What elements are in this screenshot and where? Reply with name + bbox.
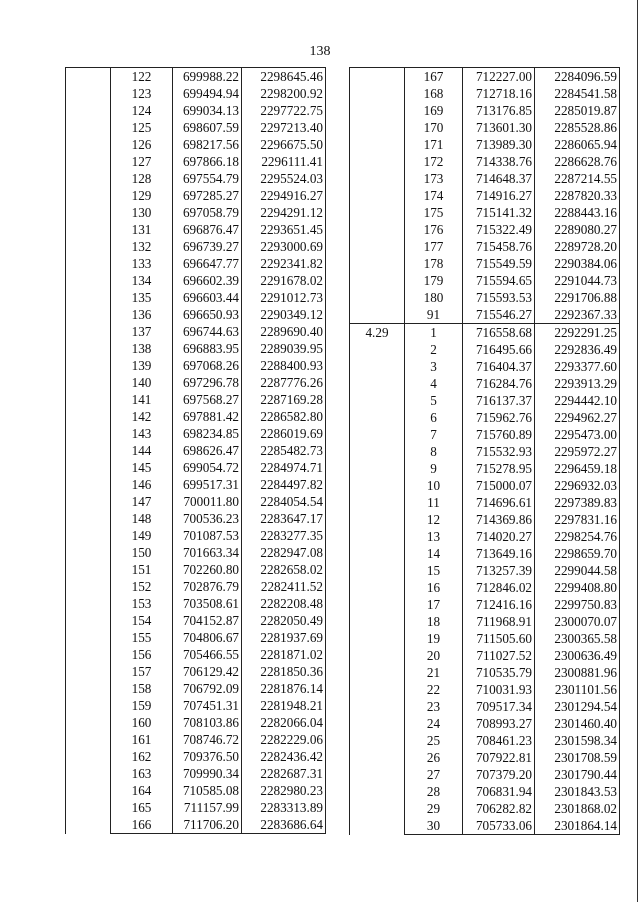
x-coordinate: 711157.99 xyxy=(173,799,242,816)
point-number: 172 xyxy=(405,153,463,170)
y-coordinate: 2283647.17 xyxy=(242,510,326,527)
page-edge-line xyxy=(637,0,638,902)
x-coordinate: 708461.23 xyxy=(463,732,535,749)
point-number: 167 xyxy=(405,68,463,86)
y-coordinate: 2293000.69 xyxy=(242,238,326,255)
y-coordinate: 2282687.31 xyxy=(242,765,326,782)
x-coordinate: 713649.16 xyxy=(463,545,535,562)
point-number: 13 xyxy=(405,528,463,545)
point-number: 123 xyxy=(111,85,173,102)
table-row xyxy=(350,68,620,86)
point-number: 1 xyxy=(405,324,463,342)
y-coordinate: 2301460.40 xyxy=(535,715,620,732)
point-number: 173 xyxy=(405,170,463,187)
y-coordinate: 2301790.44 xyxy=(535,766,620,783)
y-coordinate: 2282229.06 xyxy=(242,731,326,748)
point-number: 174 xyxy=(405,187,463,204)
point-number: 9 xyxy=(405,460,463,477)
point-number: 134 xyxy=(111,272,173,289)
y-coordinate: 2284541.58 xyxy=(535,85,620,102)
x-coordinate: 707451.31 xyxy=(173,697,242,714)
point-number: 141 xyxy=(111,391,173,408)
x-coordinate: 711706.20 xyxy=(173,816,242,834)
point-number: 18 xyxy=(405,613,463,630)
y-coordinate: 2287820.33 xyxy=(535,187,620,204)
y-coordinate: 2301294.54 xyxy=(535,698,620,715)
point-number: 10 xyxy=(405,477,463,494)
point-number: 142 xyxy=(111,408,173,425)
point-number: 159 xyxy=(111,697,173,714)
x-coordinate: 712227.00 xyxy=(463,68,535,86)
x-coordinate: 703508.61 xyxy=(173,595,242,612)
coordinate-table-right xyxy=(349,67,620,835)
y-coordinate: 2281876.14 xyxy=(242,680,326,697)
point-number: 147 xyxy=(111,493,173,510)
x-coordinate: 699054.72 xyxy=(173,459,242,476)
y-coordinate: 2286065.94 xyxy=(535,136,620,153)
x-coordinate: 713176.85 xyxy=(463,102,535,119)
x-coordinate: 698234.85 xyxy=(173,425,242,442)
y-coordinate: 2286019.69 xyxy=(242,425,326,442)
x-coordinate: 697866.18 xyxy=(173,153,242,170)
x-coordinate: 708746.72 xyxy=(173,731,242,748)
point-number: 126 xyxy=(111,136,173,153)
point-number: 122 xyxy=(111,68,173,86)
point-number: 178 xyxy=(405,255,463,272)
point-number: 124 xyxy=(111,102,173,119)
y-coordinate: 2296932.03 xyxy=(535,477,620,494)
point-number: 140 xyxy=(111,374,173,391)
x-coordinate: 696602.39 xyxy=(173,272,242,289)
x-coordinate: 697568.27 xyxy=(173,391,242,408)
table-row xyxy=(350,324,620,342)
point-number: 155 xyxy=(111,629,173,646)
x-coordinate: 715962.76 xyxy=(463,409,535,426)
x-coordinate: 698607.59 xyxy=(173,119,242,136)
point-number: 16 xyxy=(405,579,463,596)
point-number: 28 xyxy=(405,783,463,800)
point-number: 168 xyxy=(405,85,463,102)
point-number: 133 xyxy=(111,255,173,272)
x-coordinate: 714648.37 xyxy=(463,170,535,187)
y-coordinate: 2301708.59 xyxy=(535,749,620,766)
x-coordinate: 707922.81 xyxy=(463,749,535,766)
point-number: 91 xyxy=(405,306,463,324)
y-coordinate: 2297389.83 xyxy=(535,494,620,511)
point-number: 132 xyxy=(111,238,173,255)
point-number: 154 xyxy=(111,612,173,629)
point-number: 3 xyxy=(405,358,463,375)
x-coordinate: 715458.76 xyxy=(463,238,535,255)
x-coordinate: 714020.27 xyxy=(463,528,535,545)
point-number: 17 xyxy=(405,596,463,613)
point-number: 144 xyxy=(111,442,173,459)
y-coordinate: 2285528.86 xyxy=(535,119,620,136)
x-coordinate: 712416.16 xyxy=(463,596,535,613)
y-coordinate: 2284974.71 xyxy=(242,459,326,476)
y-coordinate: 2282066.04 xyxy=(242,714,326,731)
y-coordinate: 2288443.16 xyxy=(535,204,620,221)
x-coordinate: 705733.06 xyxy=(463,817,535,835)
y-coordinate: 2301598.34 xyxy=(535,732,620,749)
point-number: 145 xyxy=(111,459,173,476)
x-coordinate: 708993.27 xyxy=(463,715,535,732)
group-label xyxy=(66,68,111,834)
point-number: 20 xyxy=(405,647,463,664)
y-coordinate: 2299408.80 xyxy=(535,579,620,596)
x-coordinate: 706831.94 xyxy=(463,783,535,800)
group-label: 4.29 xyxy=(350,324,405,835)
point-number: 14 xyxy=(405,545,463,562)
point-number: 162 xyxy=(111,748,173,765)
y-coordinate: 2286628.76 xyxy=(535,153,620,170)
x-coordinate: 699517.31 xyxy=(173,476,242,493)
x-coordinate: 714369.86 xyxy=(463,511,535,528)
y-coordinate: 2282980.23 xyxy=(242,782,326,799)
x-coordinate: 696744.63 xyxy=(173,323,242,340)
point-number: 127 xyxy=(111,153,173,170)
y-coordinate: 2295524.03 xyxy=(242,170,326,187)
point-number: 157 xyxy=(111,663,173,680)
y-coordinate: 2301868.02 xyxy=(535,800,620,817)
x-coordinate: 709376.50 xyxy=(173,748,242,765)
x-coordinate: 715546.27 xyxy=(463,306,535,324)
y-coordinate: 2284497.82 xyxy=(242,476,326,493)
x-coordinate: 705466.55 xyxy=(173,646,242,663)
y-coordinate: 2297213.40 xyxy=(242,119,326,136)
point-number: 11 xyxy=(405,494,463,511)
y-coordinate: 2301843.53 xyxy=(535,783,620,800)
y-coordinate: 2281937.69 xyxy=(242,629,326,646)
y-coordinate: 2288400.93 xyxy=(242,357,326,374)
y-coordinate: 2298645.46 xyxy=(242,68,326,86)
y-coordinate: 2284054.54 xyxy=(242,493,326,510)
y-coordinate: 2292836.49 xyxy=(535,341,620,358)
point-number: 153 xyxy=(111,595,173,612)
point-number: 130 xyxy=(111,204,173,221)
x-coordinate: 713989.30 xyxy=(463,136,535,153)
point-number: 4 xyxy=(405,375,463,392)
coordinate-table-left xyxy=(65,67,326,834)
table-row xyxy=(66,68,326,86)
point-number: 15 xyxy=(405,562,463,579)
x-coordinate: 699988.22 xyxy=(173,68,242,86)
point-number: 150 xyxy=(111,544,173,561)
point-number: 21 xyxy=(405,664,463,681)
point-number: 166 xyxy=(111,816,173,834)
point-number: 131 xyxy=(111,221,173,238)
y-coordinate: 2287169.28 xyxy=(242,391,326,408)
y-coordinate: 2282658.02 xyxy=(242,561,326,578)
x-coordinate: 716495.66 xyxy=(463,341,535,358)
page-number: 138 xyxy=(309,44,331,59)
y-coordinate: 2293377.60 xyxy=(535,358,620,375)
x-coordinate: 713601.30 xyxy=(463,119,535,136)
x-coordinate: 697554.79 xyxy=(173,170,242,187)
y-coordinate: 2295972.27 xyxy=(535,443,620,460)
y-coordinate: 2282208.48 xyxy=(242,595,326,612)
point-number: 24 xyxy=(405,715,463,732)
y-coordinate: 2294962.27 xyxy=(535,409,620,426)
y-coordinate: 2286582.80 xyxy=(242,408,326,425)
point-number: 163 xyxy=(111,765,173,782)
x-coordinate: 696876.47 xyxy=(173,221,242,238)
x-coordinate: 696603.44 xyxy=(173,289,242,306)
x-coordinate: 696739.27 xyxy=(173,238,242,255)
point-number: 25 xyxy=(405,732,463,749)
point-number: 26 xyxy=(405,749,463,766)
point-number: 149 xyxy=(111,527,173,544)
y-coordinate: 2296111.41 xyxy=(242,153,326,170)
point-number: 177 xyxy=(405,238,463,255)
x-coordinate: 710535.79 xyxy=(463,664,535,681)
y-coordinate: 2300070.07 xyxy=(535,613,620,630)
y-coordinate: 2292291.25 xyxy=(535,324,620,342)
y-coordinate: 2300636.49 xyxy=(535,647,620,664)
y-coordinate: 2293651.45 xyxy=(242,221,326,238)
x-coordinate: 715549.59 xyxy=(463,255,535,272)
point-number: 6 xyxy=(405,409,463,426)
x-coordinate: 696650.93 xyxy=(173,306,242,323)
x-coordinate: 710585.08 xyxy=(173,782,242,799)
x-coordinate: 697285.27 xyxy=(173,187,242,204)
y-coordinate: 2285482.73 xyxy=(242,442,326,459)
point-number: 156 xyxy=(111,646,173,663)
y-coordinate: 2292367.33 xyxy=(535,306,620,324)
x-coordinate: 707379.20 xyxy=(463,766,535,783)
point-number: 170 xyxy=(405,119,463,136)
x-coordinate: 710031.93 xyxy=(463,681,535,698)
y-coordinate: 2282050.49 xyxy=(242,612,326,629)
point-number: 8 xyxy=(405,443,463,460)
y-coordinate: 2296459.18 xyxy=(535,460,620,477)
x-coordinate: 712718.16 xyxy=(463,85,535,102)
x-coordinate: 701663.34 xyxy=(173,544,242,561)
point-number: 148 xyxy=(111,510,173,527)
y-coordinate: 2281948.21 xyxy=(242,697,326,714)
point-number: 139 xyxy=(111,357,173,374)
x-coordinate: 716284.76 xyxy=(463,375,535,392)
point-number: 7 xyxy=(405,426,463,443)
point-number: 125 xyxy=(111,119,173,136)
y-coordinate: 2281871.02 xyxy=(242,646,326,663)
y-coordinate: 2283277.35 xyxy=(242,527,326,544)
x-coordinate: 697058.79 xyxy=(173,204,242,221)
point-number: 143 xyxy=(111,425,173,442)
y-coordinate: 2291012.73 xyxy=(242,289,326,306)
x-coordinate: 697296.78 xyxy=(173,374,242,391)
y-coordinate: 2283686.64 xyxy=(242,816,326,834)
point-number: 180 xyxy=(405,289,463,306)
point-number: 2 xyxy=(405,341,463,358)
x-coordinate: 716558.68 xyxy=(463,324,535,342)
point-number: 22 xyxy=(405,681,463,698)
x-coordinate: 715760.89 xyxy=(463,426,535,443)
point-number: 135 xyxy=(111,289,173,306)
x-coordinate: 696883.95 xyxy=(173,340,242,357)
y-coordinate: 2287776.26 xyxy=(242,374,326,391)
y-coordinate: 2289039.95 xyxy=(242,340,326,357)
x-coordinate: 714916.27 xyxy=(463,187,535,204)
x-coordinate: 714696.61 xyxy=(463,494,535,511)
y-coordinate: 2300365.58 xyxy=(535,630,620,647)
point-number: 158 xyxy=(111,680,173,697)
y-coordinate: 2301101.56 xyxy=(535,681,620,698)
x-coordinate: 716137.37 xyxy=(463,392,535,409)
x-coordinate: 699034.13 xyxy=(173,102,242,119)
x-coordinate: 712846.02 xyxy=(463,579,535,596)
point-number: 146 xyxy=(111,476,173,493)
point-number: 151 xyxy=(111,561,173,578)
point-number: 165 xyxy=(111,799,173,816)
point-number: 129 xyxy=(111,187,173,204)
y-coordinate: 2293913.29 xyxy=(535,375,620,392)
point-number: 30 xyxy=(405,817,463,835)
y-coordinate: 2294291.12 xyxy=(242,204,326,221)
y-coordinate: 2289690.40 xyxy=(242,323,326,340)
x-coordinate: 715278.95 xyxy=(463,460,535,477)
x-coordinate: 696647.77 xyxy=(173,255,242,272)
x-coordinate: 700536.23 xyxy=(173,510,242,527)
y-coordinate: 2297722.75 xyxy=(242,102,326,119)
y-coordinate: 2294916.27 xyxy=(242,187,326,204)
y-coordinate: 2295473.00 xyxy=(535,426,620,443)
x-coordinate: 715532.93 xyxy=(463,443,535,460)
y-coordinate: 2291044.73 xyxy=(535,272,620,289)
x-coordinate: 714338.76 xyxy=(463,153,535,170)
y-coordinate: 2299750.83 xyxy=(535,596,620,613)
y-coordinate: 2291706.88 xyxy=(535,289,620,306)
y-coordinate: 2290349.12 xyxy=(242,306,326,323)
point-number: 5 xyxy=(405,392,463,409)
x-coordinate: 711968.91 xyxy=(463,613,535,630)
y-coordinate: 2297831.16 xyxy=(535,511,620,528)
point-number: 19 xyxy=(405,630,463,647)
point-number: 138 xyxy=(111,340,173,357)
x-coordinate: 709990.34 xyxy=(173,765,242,782)
y-coordinate: 2282947.08 xyxy=(242,544,326,561)
y-coordinate: 2289728.20 xyxy=(535,238,620,255)
y-coordinate: 2285019.87 xyxy=(535,102,620,119)
x-coordinate: 699494.94 xyxy=(173,85,242,102)
point-number: 128 xyxy=(111,170,173,187)
y-coordinate: 2284096.59 xyxy=(535,68,620,86)
y-coordinate: 2298200.92 xyxy=(242,85,326,102)
x-coordinate: 715593.53 xyxy=(463,289,535,306)
point-number: 152 xyxy=(111,578,173,595)
x-coordinate: 697881.42 xyxy=(173,408,242,425)
x-coordinate: 702260.80 xyxy=(173,561,242,578)
x-coordinate: 711505.60 xyxy=(463,630,535,647)
x-coordinate: 700011.80 xyxy=(173,493,242,510)
x-coordinate: 715594.65 xyxy=(463,272,535,289)
y-coordinate: 2281850.36 xyxy=(242,663,326,680)
x-coordinate: 706282.82 xyxy=(463,800,535,817)
point-number: 164 xyxy=(111,782,173,799)
y-coordinate: 2287214.55 xyxy=(535,170,620,187)
x-coordinate: 702876.79 xyxy=(173,578,242,595)
point-number: 175 xyxy=(405,204,463,221)
x-coordinate: 706792.09 xyxy=(173,680,242,697)
x-coordinate: 709517.34 xyxy=(463,698,535,715)
point-number: 27 xyxy=(405,766,463,783)
point-number: 160 xyxy=(111,714,173,731)
y-coordinate: 2291678.02 xyxy=(242,272,326,289)
x-coordinate: 701087.53 xyxy=(173,527,242,544)
y-coordinate: 2298254.76 xyxy=(535,528,620,545)
x-coordinate: 713257.39 xyxy=(463,562,535,579)
x-coordinate: 706129.42 xyxy=(173,663,242,680)
y-coordinate: 2283313.89 xyxy=(242,799,326,816)
point-number: 12 xyxy=(405,511,463,528)
x-coordinate: 715141.32 xyxy=(463,204,535,221)
y-coordinate: 2289080.27 xyxy=(535,221,620,238)
y-coordinate: 2296675.50 xyxy=(242,136,326,153)
y-coordinate: 2282436.42 xyxy=(242,748,326,765)
y-coordinate: 2292341.82 xyxy=(242,255,326,272)
point-number: 179 xyxy=(405,272,463,289)
point-number: 169 xyxy=(405,102,463,119)
x-coordinate: 697068.26 xyxy=(173,357,242,374)
x-coordinate: 715322.49 xyxy=(463,221,535,238)
x-coordinate: 715000.07 xyxy=(463,477,535,494)
y-coordinate: 2299044.58 xyxy=(535,562,620,579)
y-coordinate: 2298659.70 xyxy=(535,545,620,562)
group-label xyxy=(350,68,405,324)
point-number: 23 xyxy=(405,698,463,715)
point-number: 161 xyxy=(111,731,173,748)
x-coordinate: 708103.86 xyxy=(173,714,242,731)
x-coordinate: 698217.56 xyxy=(173,136,242,153)
y-coordinate: 2282411.52 xyxy=(242,578,326,595)
y-coordinate: 2294442.10 xyxy=(535,392,620,409)
y-coordinate: 2300881.96 xyxy=(535,664,620,681)
x-coordinate: 704152.87 xyxy=(173,612,242,629)
x-coordinate: 711027.52 xyxy=(463,647,535,664)
point-number: 29 xyxy=(405,800,463,817)
x-coordinate: 704806.67 xyxy=(173,629,242,646)
point-number: 136 xyxy=(111,306,173,323)
y-coordinate: 2290384.06 xyxy=(535,255,620,272)
point-number: 171 xyxy=(405,136,463,153)
point-number: 137 xyxy=(111,323,173,340)
y-coordinate: 2301864.14 xyxy=(535,817,620,835)
point-number: 176 xyxy=(405,221,463,238)
x-coordinate: 716404.37 xyxy=(463,358,535,375)
x-coordinate: 698626.47 xyxy=(173,442,242,459)
